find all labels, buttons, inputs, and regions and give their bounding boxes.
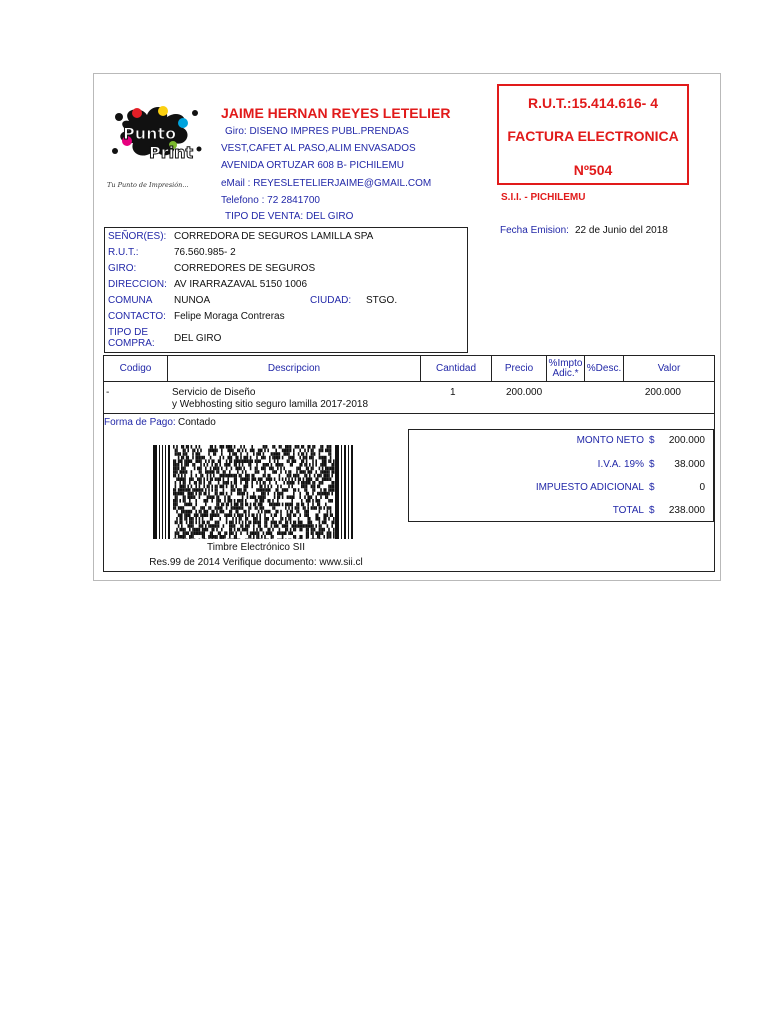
client-city-value: STGO. xyxy=(366,295,398,306)
total-adicional-currency: $ xyxy=(649,482,655,493)
issue-date-label: Fecha Emision: xyxy=(500,225,569,236)
sii-office: S.I.I. - PICHILEMU xyxy=(501,192,586,203)
issuer-giro-line2: VEST,CAFET AL PASO,ALIM ENVASADOS xyxy=(221,143,416,154)
row-codigo: - xyxy=(106,387,110,398)
payment-method-value: Contado xyxy=(178,417,216,428)
total-iva-value: 38.000 xyxy=(674,459,705,470)
issuer-sale-type: TIPO DE VENTA: DEL GIRO xyxy=(225,211,354,222)
client-giro-value: CORREDORES DE SEGUROS xyxy=(174,263,316,274)
col-header-impto-line1: %Impto xyxy=(548,357,583,369)
col-header-cantidad: Cantidad xyxy=(421,356,492,381)
document-id-box xyxy=(497,84,689,185)
client-giro-label: GIRO: xyxy=(108,263,137,274)
client-name-value: CORREDORA DE SEGUROS LAMILLA SPA xyxy=(174,231,374,242)
total-iva-currency: $ xyxy=(649,459,655,470)
items-table-header xyxy=(104,356,714,382)
grand-total-label: TOTAL xyxy=(612,505,644,516)
stamp-caption: Timbre Electrónico SII xyxy=(207,542,305,553)
row-descripcion-line1: Servicio de Diseño xyxy=(172,387,256,398)
total-adicional-value: 0 xyxy=(699,482,705,493)
totals-box xyxy=(408,429,714,522)
client-info-box xyxy=(104,227,468,353)
client-rut-label: R.U.T.: xyxy=(108,247,139,258)
document-type: FACTURA ELECTRONICA xyxy=(507,128,679,144)
col-header-precio: Precio xyxy=(492,356,547,381)
client-address-label: DIRECCION: xyxy=(108,279,167,290)
total-iva-label: I.V.A. 19% xyxy=(597,459,644,470)
document-number: Nº504 xyxy=(573,162,613,178)
client-contact-value: Felipe Moraga Contreras xyxy=(174,311,285,322)
issuer-email: eMail : REYESLETELIERJAIME@GMAIL.COM xyxy=(221,178,432,189)
logo-text-bottom: Print xyxy=(149,143,194,162)
total-neto-value: 200.000 xyxy=(668,435,705,446)
company-logo xyxy=(107,101,219,193)
issuer-name: JAIME HERNAN REYES LETELIER xyxy=(221,105,451,121)
client-purchase-type-label-1: TIPO DE xyxy=(108,327,149,338)
client-comuna-value: NUNOA xyxy=(174,295,211,306)
grand-total-value: 238.000 xyxy=(668,505,705,516)
total-adicional-label: IMPUESTO ADICIONAL xyxy=(535,482,644,493)
col-header-impto-line2: Adic.* xyxy=(552,367,579,379)
col-header-valor: Valor xyxy=(657,362,681,374)
stamp-resolution: Res.99 de 2014 Verifique documento: www.sii.cl xyxy=(149,557,363,568)
client-rut-value: 76.560.985- 2 xyxy=(174,247,236,258)
issuer-phone: Telefono : 72 2841700 xyxy=(221,195,320,206)
row-descripcion-line2: y Webhosting sitio seguro lamilla 2017-2018 xyxy=(172,399,369,410)
row-precio: 200.000 xyxy=(506,387,543,398)
col-header-impto xyxy=(547,356,585,381)
row-cantidad: 1 xyxy=(450,387,456,398)
electronic-stamp-barcode xyxy=(153,445,353,539)
col-header-desc: %Desc. xyxy=(585,356,624,381)
logo-tagline: Tu Punto de Impresión... xyxy=(107,181,189,189)
grand-total-currency: $ xyxy=(649,505,655,516)
payment-method-label: Forma de Pago: xyxy=(104,417,176,428)
items-table xyxy=(103,355,715,414)
client-purchase-type-label-2: COMPRA: xyxy=(108,338,155,349)
issue-date-value: 22 de Junio del 2018 xyxy=(575,225,668,236)
logo-text-top: Punto xyxy=(123,124,177,143)
document-rut: R.U.T.:15.414.616- 4 xyxy=(528,95,658,111)
client-name-label: SEÑOR(ES): xyxy=(108,231,167,242)
client-address-value: AV IRARRAZAVAL 5150 1006 xyxy=(174,279,308,290)
logo-graphic xyxy=(107,101,219,181)
row-valor: 200.000 xyxy=(644,387,681,398)
client-purchase-type-value: DEL GIRO xyxy=(174,333,222,344)
issuer-address: AVENIDA ORTUZAR 608 B- PICHILEMU xyxy=(221,160,405,171)
total-neto-label: MONTO NETO xyxy=(576,435,644,446)
issuer-giro-line1: Giro: DISENO IMPRES PUBL.PRENDAS xyxy=(225,126,409,137)
total-neto-currency: $ xyxy=(649,435,655,446)
col-header-descripcion: Descripcion xyxy=(168,356,421,381)
client-city-label: CIUDAD: xyxy=(310,295,352,306)
client-comuna-label: COMUNA xyxy=(108,295,153,306)
client-contact-label: CONTACTO: xyxy=(108,311,166,322)
col-header-codigo: Codigo xyxy=(104,356,168,381)
